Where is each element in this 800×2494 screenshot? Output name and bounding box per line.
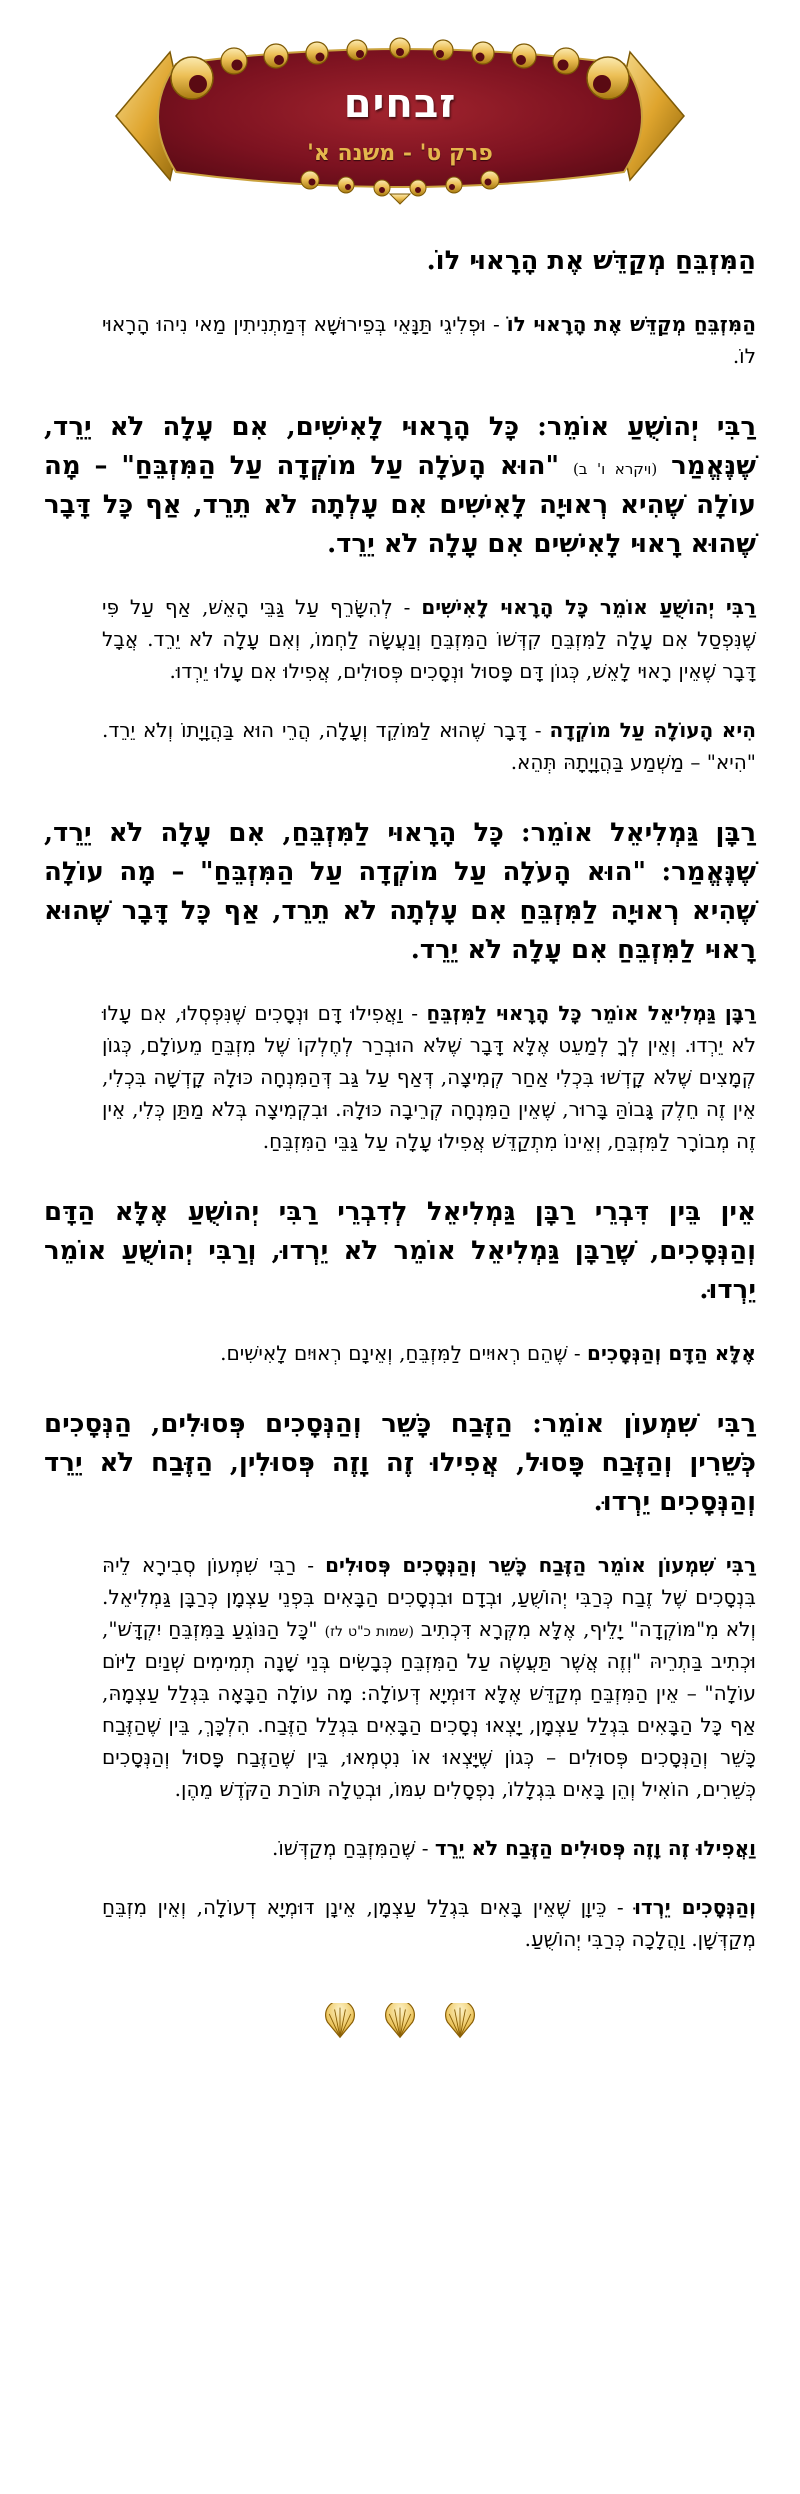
mishnah-paragraph [44, 242, 756, 281]
lead-separator: - [485, 312, 507, 336]
lead-separator: - [606, 1895, 635, 1919]
lead-separator: - [415, 1836, 435, 1860]
commentary-lead: רַבִּי יְהוֹשֻׁעַ אוֹמֵר כָּל הָרָאוּי לָאִישִׁים [421, 595, 756, 619]
tractate-title: זבחים [343, 80, 457, 127]
mishnah-paragraph [44, 408, 756, 564]
verse-citation: (שמות כ"ט לז) [324, 1624, 414, 1640]
commentary-paragraph [102, 1337, 756, 1369]
commentary-lead: וַאֲפִילוּ זֶה וָזֶה פְּסוּלִים הַזֶּבַח לֹא יֵרֵד [434, 1836, 756, 1860]
commentary-lead: אֶלָּא הַדָּם וְהַנְּסָכִים [587, 1341, 756, 1365]
commentary-body: לְהִשָּׂרֵף עַל גַּבֵּי הָאֵשׁ, אַף עַל פִּי שֶׁנִּפְסַל אִם עָלָה לַמִּזְבֵּחַ קִדְּשׁוֹ הַמִּזְבֵּחַ וְנַעֲשָׂה לַחְמוֹ, וְאִם עָלָה לֹא יֵרֵד. אֲבָל דָּבָר שֶׁאֵין רָאוּי לָאֵשׁ, כְּגוֹן דָּם פָּסוּל וּנְסָכִים פְּסוּלִים, אֲפִילוּ אִם עָלוּ יֵרְדוּ. [102, 595, 756, 683]
banner-container [0, 0, 800, 206]
mishnah-paragraph [44, 1193, 756, 1310]
banner [114, 28, 686, 206]
footer-ornaments [44, 2003, 756, 2041]
commentary-body: שֶׁהֵם רְאוּיִים לַמִּזְבֵּחַ, וְאֵינָם רְאוּיִם לָאִישִׁים. [220, 1341, 568, 1365]
mishnah-paragraph [44, 814, 756, 970]
commentary-body: שֶׁהַמִּזְבֵּחַ מְקַדְּשׁוֹ. [271, 1836, 416, 1860]
commentary-paragraph [102, 1549, 756, 1805]
commentary-lead: וְהַנְּסָכִים יֵרְדוּ [634, 1895, 756, 1919]
lead-separator: - [567, 1341, 588, 1365]
commentary-body: כֵּיוָן שֶׁאֵין בָּאִים בִּגְלַל עַצְמָן, אֵינָן דּוּמְיָא דְעוֹלָה, וְאֵין מִזְבֵּחַ מְקַדְּשָׁן. וַהֲלָכָה כְּרַבִּי יְהוֹשֻׁעַ. [102, 1895, 756, 1951]
commentary-paragraph [102, 997, 756, 1157]
commentary-lead: רַבִּי שִׁמְעוֹן אוֹמֵר הַזֶּבַח כָּשֵׁר וְהַנְּסָכִים פְּסוּלִים [325, 1553, 756, 1577]
mishnah-text: הַמִּזְבֵּחַ מְקַדֵּשׁ אֶת הָרָאוּי לוֹ. [426, 246, 756, 276]
commentary-lead: הִיא הָעוֹלָה עַל מוֹקְדָה [549, 718, 756, 742]
commentary-body: וּפְלִיגֵי תַּנָּאֵי בְּפֵירוּשָׁא דְּמַתְנִיתִין מַאי נִיהוּ הָרָאוּי לוֹ. [102, 312, 756, 368]
lead-separator: - [392, 595, 422, 619]
verse-citation: (ויקרא ו' ב) [572, 460, 658, 478]
mishnah-text: "הוּא הָעֹלָה עַל מוֹקְדָה עַל הַמִּזְבֵּחַ" – מָה עוֹלָה שֶׁהִיא רְאוּיָה לָאִישִׁים אִם עָלְתָה לֹא תֵרֵד, אַף כָּל דָּבָר שֶׁהוּא רָאוּי לָאִישִׁים אִם עָלָה לֹא יֵרֵד. [44, 451, 756, 559]
mishnah-text: רַבִּי שִׁמְעוֹן אוֹמֵר: הַזֶּבַח כָּשֵׁר וְהַנְּסָכִים פְּסוּלִים, הַנְּסָכִים כְּשֵׁרִין וְהַזֶּבַח פָּסוּל, אֲפִילוּ זֶה וָזֶה פְּסוּלִין, הַזֶּבַח לֹא יֵרֵד וְהַנְּסָכִים יֵרְדוּ. [44, 1409, 756, 1517]
commentary-body: דָּבָר שֶׁהוּא לַמּוֹקֵד וְעָלָה, הֲרֵי הוּא בַּהֲוָיָתוֹ וְלֹא יֵרֵד. "הִיא" – מַשְׁמַע בַּהֲוָיָתָהּ תְּהֵא. [102, 718, 756, 774]
lead-separator: - [296, 1553, 326, 1577]
lead-separator: - [526, 718, 550, 742]
commentary-paragraph [102, 714, 756, 778]
commentary-lead: רַבָּן גַּמְלִיאֵל אוֹמֵר כָּל הָרָאוּי לַמִּזְבֵּחַ [426, 1001, 756, 1025]
mishnah-text: רַבִּי יְהוֹשֻׁעַ אוֹמֵר: כָּל הָרָאוּי לָאִישִׁים, אִם עָלָה לֹא יֵרֵד, שֶׁנֶּאֱמַר [44, 412, 756, 481]
shell-icon [442, 2003, 478, 2041]
mishnah-text: אֵין בֵּין דִּבְרֵי רַבָּן גַּמְלִיאֵל לְדִבְרֵי רַבִּי יְהוֹשֻׁעַ אֶלָּא הַדָּם וְהַנְּסָכִים, שֶׁרַבָּן גַּמְלִיאֵל אוֹמֵר לֹא יֵרְדוּ, וְרַבִּי יְהוֹשֻׁעַ אוֹמֵר יֵרְדוּ. [44, 1197, 756, 1305]
commentary-lead: הַמִּזְבֵּחַ מְקַדֵּשׁ אֶת הָרָאוּי לוֹ [506, 312, 756, 336]
commentary-paragraph [102, 308, 756, 372]
chapter-mishnah-label: פרק ט' - משנה א' [307, 140, 493, 166]
mishnah-text: רַבָּן גַּמְלִיאֵל אוֹמֵר: כָּל הָרָאוּי לַמִּזְבֵּחַ, אִם עָלָה לֹא יֵרֵד, שֶׁנֶּאֱמַר: "הוּא הָעֹלָה עַל מוֹקְדָה עַל הַמִּזְבֵּחַ" – מָה עוֹלָה שֶׁהִיא רְאוּיָה לַמִּזְבֵּחַ אִם עָלְתָה לֹא תֵרֵד, אַף כָּל דָּבָר שֶׁהוּא רָאוּי לַמִּזְבֵּחַ אִם עָלָה לֹא יֵרֵד. [44, 818, 756, 965]
commentary-paragraph [102, 1832, 756, 1864]
commentary-paragraph [102, 591, 756, 687]
commentary-body: "כָּל הַנּוֹגֵעַ בַּמִּזְבֵּחַ יִקְדָּשׁ", וּכְתִיב בַּתְרֵיהּ "וְזֶה אֲשֶׁר תַּעֲשֶׂה עַל הַמִּזְבֵּחַ כְּבָשִׂים בְּנֵי שָׁנָה תְמִימִים שְׁנַיִם לַיּוֹם עוֹלָה" – אֵין הַמִּזְבֵּחַ מְקַדֵּשׁ אֶלָּא דּוּמְיָא דְּעוֹלָה: מָה עוֹלָה הַבָּאָה בִּגְלַל עַצְמָהּ, אַף כָּל הַבָּאִים בִּגְלַל עַצְמָן, יָצְאוּ נְסָכִים הַבָּאִים בִּגְלַל הַזֶּבַח. הִלְכָּךְ, בֵּין שֶׁהַזֶּבַח כָּשֵׁר וְהַנְּסָכִים פְּסוּלִים – כְּגוֹן שֶׁיָּצְאוּ אוֹ נִטְמְאוּ, בֵּין שֶׁהַזֶּבַח פָּסוּל וְהַנְּסָכִים כְּשֵׁרִים, הוֹאִיל וְהֵן בָּאִים בִּגְלָלוֹ, נִפְסָלִים עִמּוֹ, וּבְטֵלָה תּוֹרַת הַקֹּדֶשׁ מֵהֶן. [102, 1617, 756, 1801]
shell-icon [322, 2003, 358, 2041]
content [0, 242, 800, 2041]
shell-icon [382, 2003, 418, 2041]
lead-separator: - [402, 1001, 427, 1025]
commentary-body: וַאֲפִילוּ דָּם וּנְסָכִים שֶׁנִּפְסְלוּ, אִם עָלוּ לֹא יֵרְדוּ. וְאֵין לְךָ לְמַעֵט אֶלָּא דָּבָר שֶׁלֹּא הוּבְרַר לְחֶלְקוֹ שֶׁל מִזְבֵּחַ מֵעוֹלָם, כְּגוֹן קְמָצִים שֶׁלֹּא קָדְשׁוּ בִּכְלִי אַחַר קְמִיצָה, דְּאַף עַל גַּב דְּהַמִּנְחָה כּוּלָהּ קָדְשָׁה בִּכְלִי, אֵין זֶה חֵלֶק גָּבוֹהַּ בָּרוּר, שֶׁאֵין הַמִּנְחָה קְרֵיבָה כּוּלָהּ. וּבִקְמִיצָה בְּלֹא מַתַּן כְּלִי, אֵין זֶה מְבוֹרָר לַמִּזְבֵּחַ, וְאֵינוֹ מִתְקַדֵּשׁ אֲפִילוּ עָלָה עַל גַּבֵּי הַמִּזְבֵּחַ. [102, 1001, 756, 1153]
commentary-body: רַבִּי שִׁמְעוֹן סְבִירָא לֵיהּ בִּנְסָכִים שֶׁל זֶבַח כְּרַבִּי יְהוֹשֻׁעַ, וּבְדָם וּבִנְסָכִים הַבָּאִים בִּפְנֵי עַצְמָן כְּרַבָּן גַּמְלִיאֵל. וְלֹא מִ"מּוֹקְדָה" יָלֵיף, אֶלָּא מִקְּרָא דִּכְתִיב [102, 1553, 756, 1641]
mishnah-paragraph [44, 1405, 756, 1522]
commentary-paragraph [102, 1891, 756, 1955]
